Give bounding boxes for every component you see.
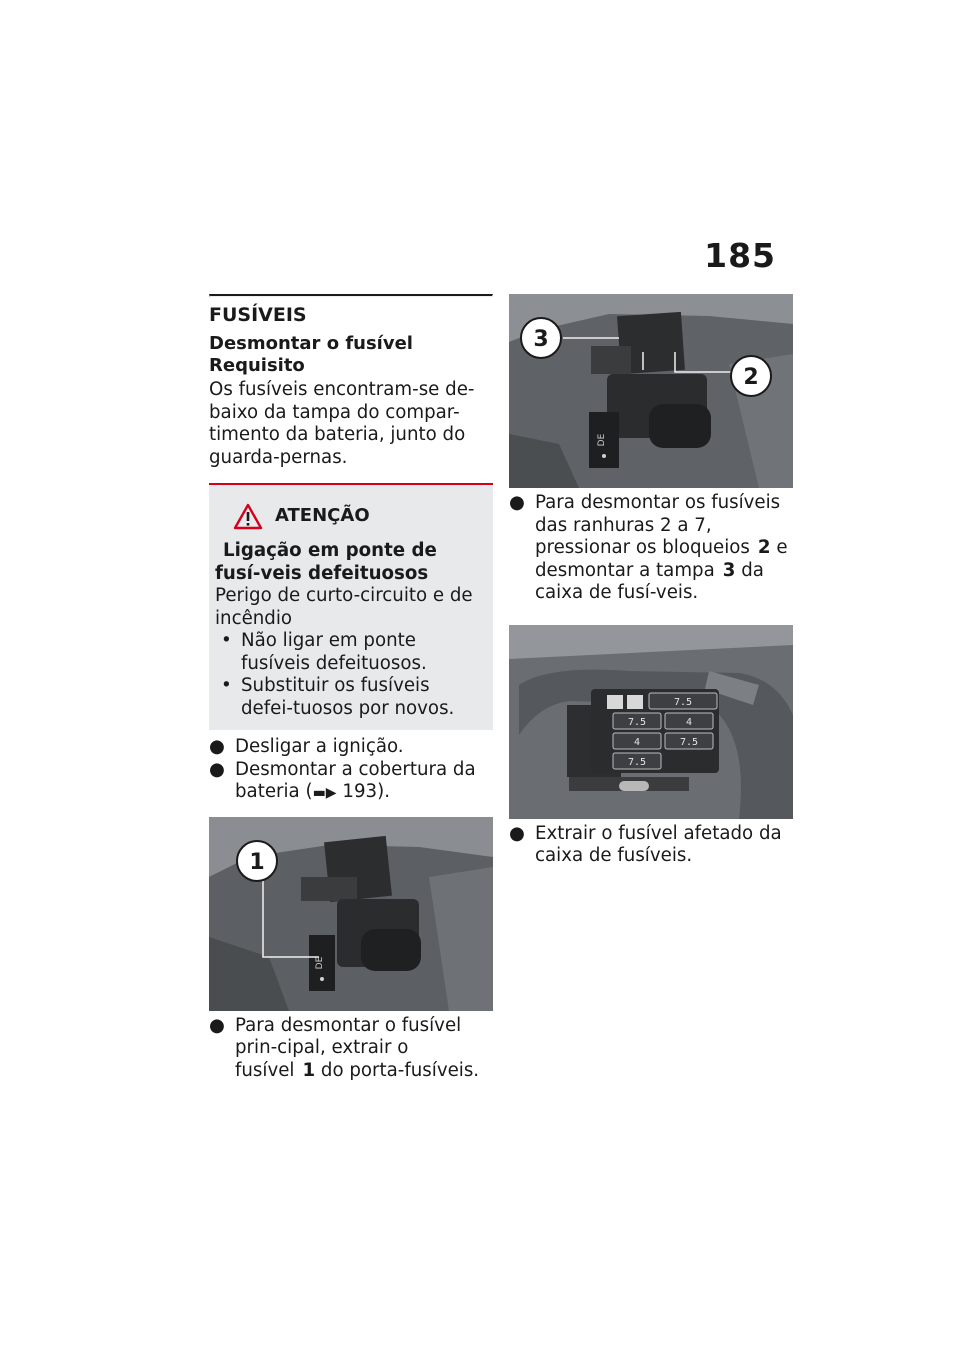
warning-consequence: Perigo de curto-circuito e de incêndio <box>215 585 473 629</box>
figure-fuse-box <box>509 625 793 819</box>
left-column <box>209 294 493 1082</box>
svg-text:4: 4 <box>685 716 693 728</box>
figure-callout: 3 <box>533 327 549 352</box>
figure-fuse-cover <box>509 294 793 488</box>
steps-list <box>509 492 793 605</box>
step-item: ● Extrair o fusível afetado da caixa de fusíveis. <box>509 822 782 866</box>
page-number: 185 <box>704 236 776 275</box>
step-item: ● Para desmontar os fusíveis das ranhuras 2 a 7, pressionar os bloqueios 2 e desmontar a tampa 3 da caixa de fusí-veis. <box>509 492 788 603</box>
warning-action: • Substituir os fusíveis defei-tuosos por novos. <box>221 675 455 719</box>
svg-text:DE: DE <box>597 433 607 447</box>
steps-list <box>509 823 793 868</box>
warning-triangle-icon <box>233 503 263 530</box>
arrow-right-icon: ▬▶ <box>312 785 337 801</box>
step-item: ● Desmontar a cobertura da bateria (▬▶ 193). <box>209 758 476 802</box>
requirement-title: Requisito <box>209 355 305 376</box>
section-rule <box>209 294 493 297</box>
requirement-text: Os fusíveis encontram-se de-baixo da tampa do compar-timento da bateria, junto do guarda-pernas. <box>209 379 475 468</box>
section-title: FUSÍVEIS <box>209 304 307 326</box>
callout-reference: 1 <box>302 1059 316 1081</box>
warning-header <box>233 503 487 530</box>
warning-label: ATENÇÃO <box>275 505 370 527</box>
steps-list <box>209 736 493 805</box>
svg-text:DE: DE <box>315 956 325 969</box>
warning-cause: Ligação em ponte de fusí-veis defeituosos <box>215 540 437 584</box>
figure-main-fuse <box>209 817 493 1011</box>
warning-action: • Não ligar em ponte fusíveis defeituosos. <box>221 630 427 674</box>
svg-text:7.5: 7.5 <box>627 716 647 728</box>
svg-text:7.5: 7.5 <box>679 736 699 748</box>
callout-reference: 3 <box>722 559 736 581</box>
right-column <box>509 294 793 868</box>
warning-box <box>209 483 493 730</box>
svg-text:4: 4 <box>633 736 641 748</box>
callout-reference: 2 <box>757 537 771 558</box>
steps-list <box>209 1015 493 1083</box>
step-item: ● Desligar a ignição. <box>209 736 404 757</box>
figure-callout: 2 <box>743 365 759 390</box>
page-reference[interactable]: 193 <box>342 781 378 802</box>
svg-text:7.5: 7.5 <box>673 696 693 708</box>
subsection-title: Desmontar o fusível <box>209 333 413 354</box>
svg-text:7.5: 7.5 <box>627 756 647 768</box>
step-item: ● Para desmontar o fusível prin-cipal, extrair o fusível 1 do porta-fusíveis. <box>209 1014 480 1081</box>
figure-callout: 1 <box>249 849 265 875</box>
